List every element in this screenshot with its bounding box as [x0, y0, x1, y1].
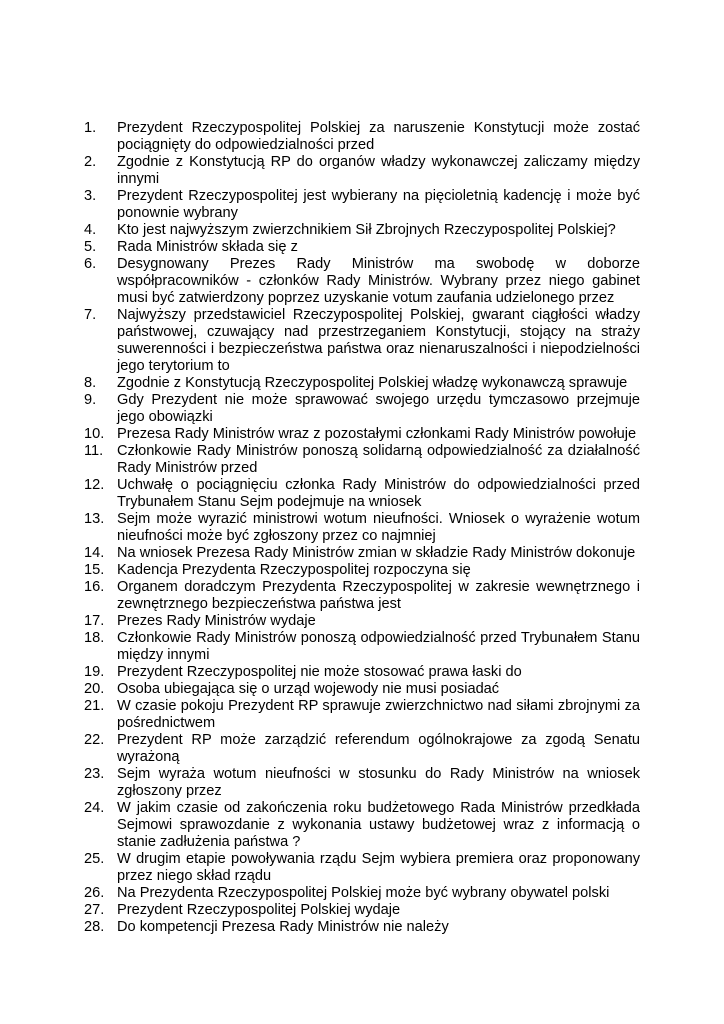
- question-text: Zgodnie z Konstytucją RP do organów władzy wykonawczej zaliczamy między innymi: [117, 154, 640, 187]
- question-text: Do kompetencji Prezesa Rady Ministrów nie należy: [117, 919, 449, 935]
- question-item: [84, 732, 640, 766]
- question-number: 19.: [84, 664, 105, 680]
- question-number: 18.: [84, 630, 105, 646]
- question-number: 12.: [84, 477, 105, 493]
- question-item: [84, 426, 640, 443]
- question-number: 22.: [84, 732, 105, 748]
- question-text: Gdy Prezydent nie może sprawować swojego urzędu tymczasowo przejmuje jego obowiązki: [117, 392, 640, 425]
- question-text: Desygnowany Prezes Rady Ministrów ma swobodę w doborze współpracowników - członków Rady Ministrów. Wybrany przez niego gabinet musi być zatwierdzony poprzez uzyskanie votum zaufania udzielonego przez: [117, 256, 640, 306]
- question-number: 28.: [84, 919, 105, 935]
- question-text: Członkowie Rady Ministrów ponoszą solidarną odpowiedzialność za działalność Rady Ministrów przed: [117, 443, 640, 476]
- question-number: 26.: [84, 885, 105, 901]
- question-number: 8.: [84, 375, 97, 391]
- question-text: Członkowie Rady Ministrów ponoszą odpowiedzialność przed Trybunałem Stanu między innymi: [117, 630, 640, 663]
- question-item: [84, 919, 640, 936]
- question-text: Najwyższy przedstawiciel Rzeczypospolitej Polskiej, gwarant ciągłości władzy państwowej, czuwający nad przestrzeganiem Konstytucji, stojący na straży suwerenności i bezpieczeństwa państwa oraz nienaruszalności i niepodzielności jego terytorium to: [117, 307, 640, 374]
- question-text: Na wniosek Prezesa Rady Ministrów zmian w składzie Rady Ministrów dokonuje: [117, 545, 636, 561]
- question-text: Kadencja Prezydenta Rzeczypospolitej rozpoczyna się: [117, 562, 471, 578]
- question-text: Kto jest najwyższym zwierzchnikiem Sił Zbrojnych Rzeczypospolitej Polskiej?: [117, 222, 616, 238]
- question-item: [84, 307, 640, 375]
- question-number: 23.: [84, 766, 105, 782]
- question-number: 15.: [84, 562, 105, 578]
- question-item: [84, 800, 640, 851]
- question-number: 13.: [84, 511, 105, 527]
- question-item: [84, 902, 640, 919]
- question-item: [84, 188, 640, 222]
- question-number: 25.: [84, 851, 105, 867]
- question-number: 17.: [84, 613, 105, 629]
- question-item: [84, 698, 640, 732]
- question-text: Prezes Rady Ministrów wydaje: [117, 613, 316, 629]
- question-number: 2.: [84, 154, 97, 170]
- question-text: Osoba ubiegająca się o urząd wojewody nie musi posiadać: [117, 681, 500, 697]
- question-list: [84, 120, 640, 936]
- question-number: 14.: [84, 545, 105, 561]
- question-number: 5.: [84, 239, 97, 255]
- question-item: [84, 681, 640, 698]
- question-text: Prezydent Rzeczypospolitej Polskiej wydaje: [117, 902, 401, 918]
- question-number: 11.: [84, 443, 104, 459]
- question-item: [84, 239, 640, 256]
- question-item: [84, 120, 640, 154]
- question-text: Sejm wyraża wotum nieufności w stosunku do Rady Ministrów na wniosek zgłoszony przez: [117, 766, 640, 799]
- question-item: [84, 477, 640, 511]
- question-item: [84, 443, 640, 477]
- question-number: 21.: [84, 698, 105, 714]
- question-text: Rada Ministrów składa się z: [117, 239, 298, 255]
- question-number: 7.: [84, 307, 97, 323]
- question-item: [84, 256, 640, 307]
- question-item: [84, 154, 640, 188]
- question-number: 6.: [84, 256, 97, 272]
- question-number: 10.: [84, 426, 105, 442]
- question-item: [84, 613, 640, 630]
- question-number: 4.: [84, 222, 97, 238]
- question-item: [84, 885, 640, 902]
- question-number: 24.: [84, 800, 105, 816]
- question-text: W drugim etapie powoływania rządu Sejm wybiera premiera oraz proponowany przez niego skład rządu: [117, 851, 640, 884]
- question-text: Zgodnie z Konstytucją Rzeczypospolitej Polskiej władzę wykonawczą sprawuje: [117, 375, 628, 391]
- question-number: 9.: [84, 392, 97, 408]
- question-item: [84, 579, 640, 613]
- question-text: W jakim czasie od zakończenia roku budżetowego Rada Ministrów przedkłada Sejmowi sprawozdanie z wykonania ustawy budżetowej wraz z informacją o stanie zadłużenia państwa ?: [117, 800, 640, 850]
- question-item: [84, 766, 640, 800]
- question-text: Prezydent RP może zarządzić referendum ogólnokrajowe za zgodą Senatu wyrażoną: [117, 732, 640, 765]
- question-text: Prezydent Rzeczypospolitej Polskiej za naruszenie Konstytucji może zostać pociągnięty do odpowiedzialności przed: [117, 120, 640, 153]
- question-number: 1.: [84, 120, 97, 136]
- question-text: Prezydent Rzeczypospolitej nie może stosować prawa łaski do: [117, 664, 522, 680]
- question-item: [84, 664, 640, 681]
- question-item: [84, 545, 640, 562]
- question-text: Organem doradczym Prezydenta Rzeczypospolitej w zakresie wewnętrznego i zewnętrznego bezpieczeństwa państwa jest: [117, 579, 640, 612]
- question-number: 20.: [84, 681, 105, 697]
- question-number: 27.: [84, 902, 105, 918]
- question-item: [84, 222, 640, 239]
- question-item: [84, 375, 640, 392]
- question-text: Prezydent Rzeczypospolitej jest wybierany na pięcioletnią kadencję i może być ponownie wybrany: [117, 188, 640, 221]
- question-number: 3.: [84, 188, 97, 204]
- question-number: 16.: [84, 579, 105, 595]
- question-text: Na Prezydenta Rzeczypospolitej Polskiej może być wybrany obywatel polski: [117, 885, 610, 901]
- question-item: [84, 392, 640, 426]
- question-text: W czasie pokoju Prezydent RP sprawuje zwierzchnictwo nad siłami zbrojnymi za pośrednictwem: [117, 698, 640, 731]
- question-item: [84, 562, 640, 579]
- question-item: [84, 630, 640, 664]
- question-text: Prezesa Rady Ministrów wraz z pozostałymi członkami Rady Ministrów powołuje: [117, 426, 637, 442]
- question-text: Uchwałę o pociągnięciu członka Rady Ministrów do odpowiedzialności przed Trybunałem Stanu Sejm podejmuje na wniosek: [117, 477, 640, 510]
- question-item: [84, 511, 640, 545]
- question-item: [84, 851, 640, 885]
- question-text: Sejm może wyrazić ministrowi wotum nieufności. Wniosek o wyrażenie wotum nieufności może być zgłoszony przez co najmniej: [117, 511, 640, 544]
